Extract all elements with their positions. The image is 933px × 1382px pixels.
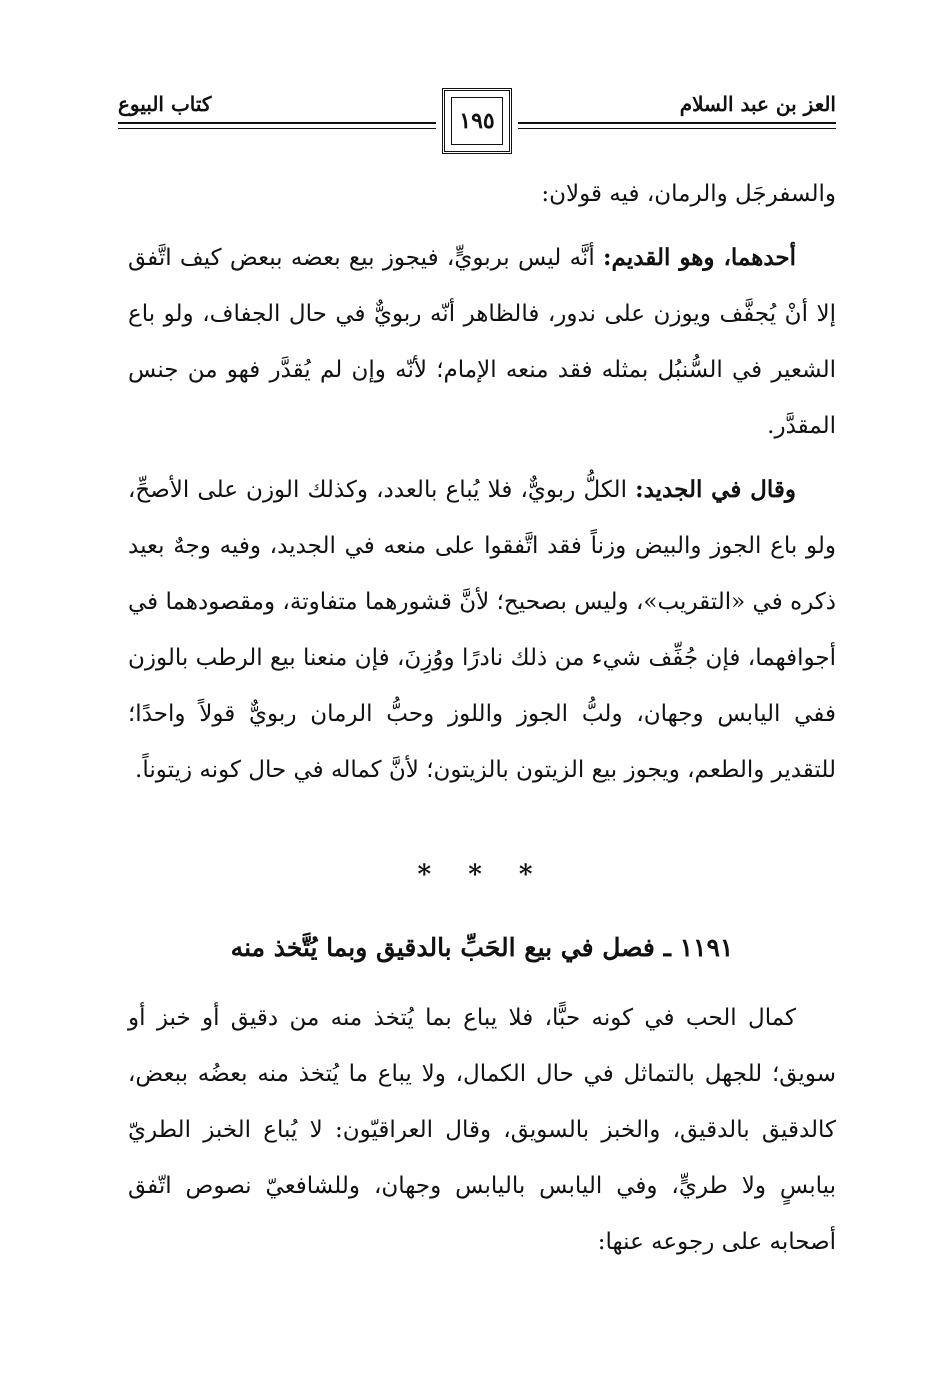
header-book-title: كتاب البيوع	[118, 92, 212, 116]
page-header	[118, 88, 836, 158]
header-author: العز بن عبد السلام	[679, 92, 836, 116]
header-rule-right-thin	[518, 128, 836, 129]
paragraph-1: والسفرجَل والرمان، فيه قولان:	[541, 181, 836, 207]
text-block-2	[128, 990, 836, 1270]
page-number-frame	[442, 88, 512, 154]
paragraph-3-body: الكلُّ ربويٌّ، فلا يُباع بالعدد، وكذلك الوزن على الأصحِّ، ولو باع الجوز والبيض وزناً فقد اتَّفقوا على منعه في الجديد، وفيه وجهٌ بعيد ذكره في «التقريب»، وليس بصحيح؛ لأنَّ قشورهما متفاوتة، ومقصودهما في أجوافهما، فإن جُفِّف شيء من ذلك نادرًا ووُزِنَ، فإن منعنا بيع الرطب بالوزن ففي اليابس وجهان، ولبُّ الجوز واللوز وحبُّ الرمان ربويٌّ قولاً واحدًا؛ للتقدير والطعم، ويجوز بيع الزيتون بالزيتون؛ لأنَّ كماله في حال كونه زيتوناً.	[128, 477, 836, 783]
section-heading: ١١٩١ ـ فصل في بيع الحَبِّ بالدقيق وبما يُتَّخذ منه	[230, 933, 734, 962]
paragraph-3	[128, 462, 836, 798]
paragraph-2-lead: أحدهما، وهو القديم:	[603, 244, 796, 271]
header-rule-left-thin	[118, 128, 436, 129]
paragraph-2	[128, 230, 836, 454]
section-separator: * * *	[417, 860, 547, 890]
text-block-1	[128, 166, 836, 798]
paragraph-2-body: أنَّه ليس بربويٍّ، فيجوز بيع بعضه ببعض كيف اتَّفق إلا أنْ يُجفَّف ويوزن على ندور، فالظاهر أنّه ربويٌّ في حال الجفاف، ولو باع الشعير في السُّنبُل بمثله فقد منعه الإمام؛ لأنّه وإن لم يُقدَّر فهو من جنس المقدَّر.	[128, 245, 836, 439]
paragraph-4: كمال الحب في كونه حبًّا، فلا يباع بما يُتخذ منه من دقيق أو خبز أو سويق؛ للجهل بالتماثل في حال الكمال، ولا يباع ما يُتخذ منه بعضُه ببعض، كالدقيق بالدقيق، والخبز بالسويق، وقال العراقيّون: لا يُباع الخبز الطريّ بيابسٍ ولا طريٍّ، وفي اليابس باليابس وجهان، وللشافعيّ نصوص اتّفق أصحابه على رجوعه عنها:	[128, 1005, 836, 1255]
page-number: ١٩٥	[451, 97, 503, 145]
paragraph-3-lead: وقال في الجديد:	[635, 476, 796, 503]
header-rule-left	[118, 122, 436, 124]
header-rule-right	[518, 122, 836, 124]
